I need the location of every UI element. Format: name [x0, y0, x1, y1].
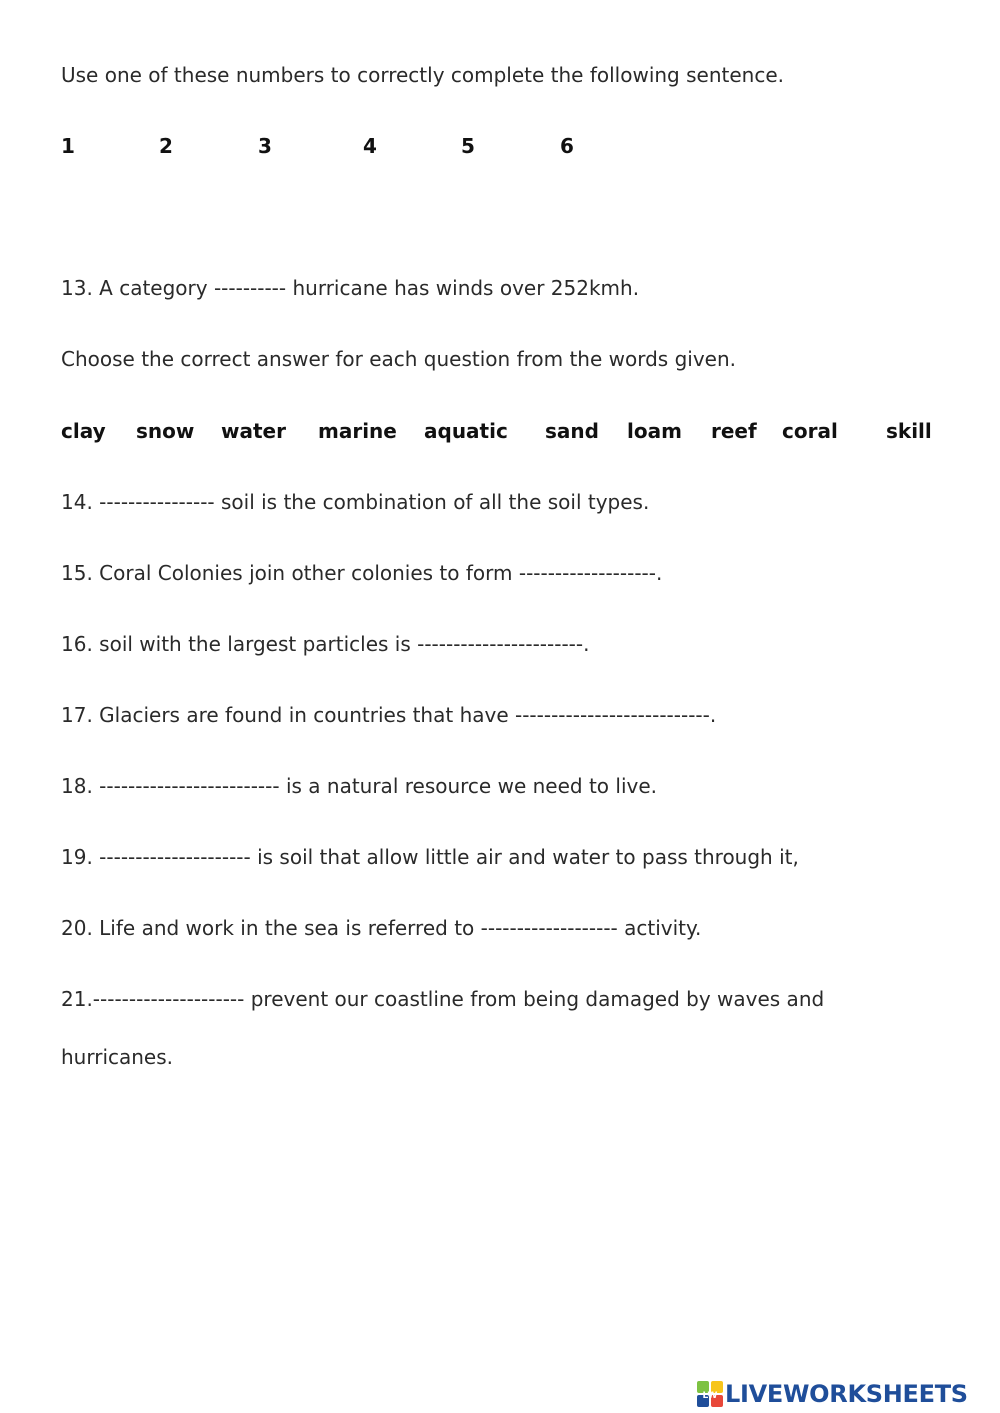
number-option: 2	[159, 134, 173, 158]
number-option: 1	[61, 134, 75, 158]
question-21: 21.--------------------- prevent our coastline from being damaged by waves and	[61, 987, 825, 1011]
word-option: loam	[627, 419, 682, 443]
question-14: 14. ---------------- soil is the combination of all the soil types.	[61, 490, 650, 514]
question-17: 17. Glaciers are found in countries that have ---------------------------.	[61, 703, 717, 727]
instruction-numbers: Use one of these numbers to correctly complete the following sentence.	[61, 63, 784, 87]
instruction-words: Choose the correct answer for each question from the words given.	[61, 347, 737, 371]
word-option: aquatic	[424, 419, 508, 443]
number-options	[61, 132, 661, 160]
number-option: 6	[560, 134, 574, 158]
word-option: sand	[545, 419, 599, 443]
word-option: reef	[711, 419, 757, 443]
question-21-continued: hurricanes.	[61, 1045, 174, 1069]
question-13: 13. A category ---------- hurricane has winds over 252kmh.	[61, 276, 640, 300]
word-bank	[61, 417, 941, 445]
word-option: snow	[136, 419, 195, 443]
logo-text: LIVEWORKSHEETS	[725, 1380, 968, 1408]
word-option: coral	[782, 419, 838, 443]
word-option: clay	[61, 419, 106, 443]
number-option: 4	[363, 134, 377, 158]
liveworksheets-logo	[697, 1378, 968, 1410]
question-15: 15. Coral Colonies join other colonies to form -------------------.	[61, 561, 663, 585]
number-option: 5	[461, 134, 475, 158]
liveworksheets-logo-icon	[697, 1381, 723, 1407]
question-18: 18. ------------------------- is a natural resource we need to live.	[61, 774, 657, 798]
question-19: 19. --------------------- is soil that allow little air and water to pass through it,	[61, 845, 799, 869]
question-16: 16. soil with the largest particles is -----------------------.	[61, 632, 590, 656]
number-option: 3	[258, 134, 272, 158]
question-20: 20. Life and work in the sea is referred to ------------------- activity.	[61, 916, 702, 940]
word-option: skill	[886, 419, 932, 443]
svg-text:LW: LW	[702, 1391, 718, 1401]
word-option: marine	[318, 419, 397, 443]
word-option: water	[221, 419, 286, 443]
